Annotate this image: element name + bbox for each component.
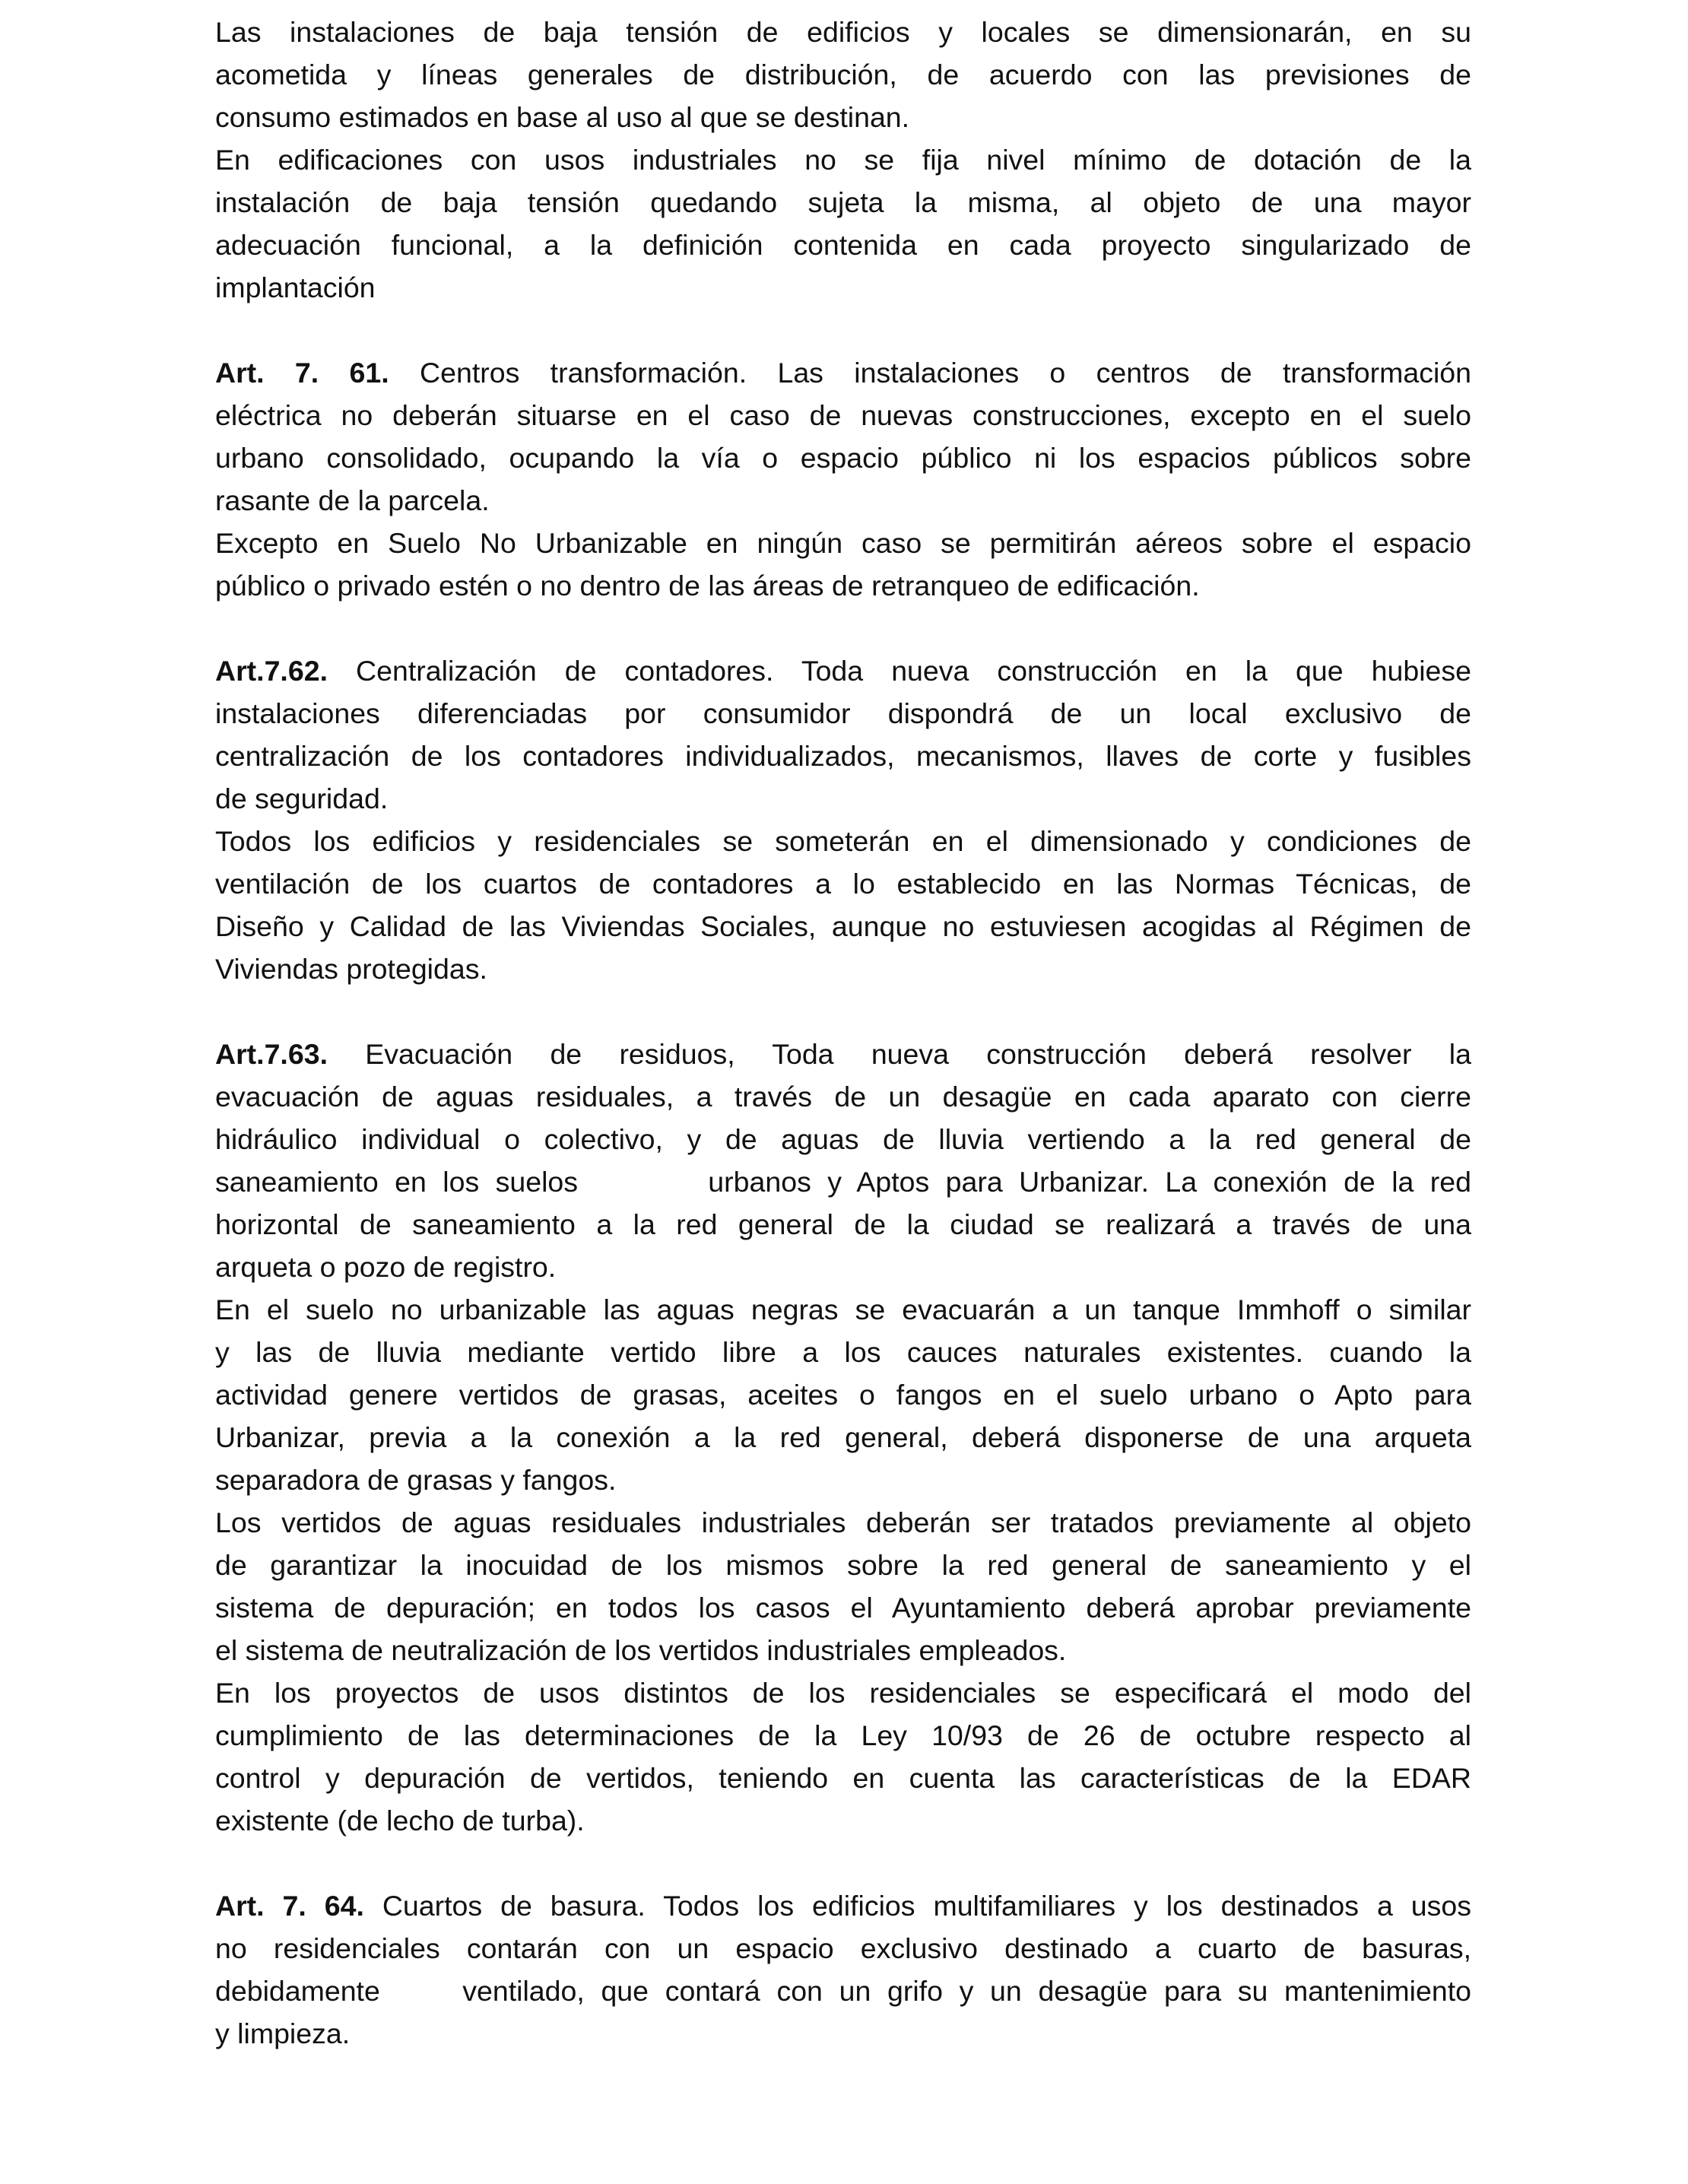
text-line — [215, 820, 1471, 862]
document-page — [215, 11, 1471, 2097]
line-text: Las instalaciones de baja tensión de edificios y locales se dimensionarán, en su — [215, 16, 1471, 48]
line-text: consumo estimados en base al uso al que se destinan. — [215, 101, 910, 133]
line-text: instalación de baja tensión quedando sujeta la misma, al objeto de una mayor — [215, 186, 1471, 218]
line-text: control y depuración de vertidos, teniendo en cuenta las características de la EDAR — [215, 1762, 1471, 1794]
text-line — [215, 522, 1471, 564]
line-text: urbano consolidado, ocupando la vía o espacio público ni los espacios públicos sobre — [215, 442, 1471, 474]
line-text: Diseño y Calidad de las Viviendas Sociales, aunque no estuviesen acogidas al Régimen de — [215, 910, 1471, 942]
text-line — [215, 1416, 1471, 1459]
text-line — [215, 181, 1471, 224]
text-line — [215, 948, 1471, 990]
intro-section — [215, 11, 1471, 309]
line-text: hidráulico individual o colectivo, y de aguas de lluvia vertiendo a la red general de — [215, 1123, 1471, 1155]
line-text: debidamente ventilado, que contará con un grifo y un desagüe para su mantenimiento — [215, 1975, 1471, 2007]
text-line — [215, 224, 1471, 266]
article-section — [215, 351, 1471, 607]
line-text: acometida y líneas generales de distribución, de acuerdo con las previsiones de — [215, 59, 1471, 90]
text-line — [215, 1118, 1471, 1160]
text-line — [215, 1160, 1471, 1203]
text-line — [215, 649, 1471, 692]
text-line — [215, 862, 1471, 905]
text-line — [215, 1246, 1471, 1288]
line-text: público o privado estén o no dentro de las áreas de retranqueo de edificación. — [215, 570, 1200, 602]
text-line — [215, 138, 1471, 181]
text-line — [215, 1459, 1471, 1501]
text-line — [215, 1970, 1471, 2012]
text-line — [215, 1884, 1471, 1927]
paragraph — [215, 138, 1471, 309]
text-line — [215, 1586, 1471, 1629]
line-text: separadora de grasas y fangos. — [215, 1464, 617, 1496]
line-text: Evacuación de residuos, Toda nueva construcción deberá resolver la — [328, 1038, 1471, 1070]
line-text: sistema de depuración; en todos los casos el Ayuntamiento deberá aprobar previamente — [215, 1592, 1471, 1624]
paragraph — [215, 351, 1471, 522]
line-text: centralización de los contadores individualizados, mecanismos, llaves de corte y fusibles — [215, 740, 1471, 772]
line-text: rasante de la parcela. — [215, 484, 490, 516]
paragraph — [215, 1884, 1471, 2055]
text-line — [215, 905, 1471, 948]
line-text: y limpieza. — [215, 2017, 351, 2049]
article-section — [215, 1033, 1471, 1842]
line-text: Cuartos de basura. Todos los edificios multifamiliares y los destinados a usos — [363, 1890, 1471, 1922]
line-text: existente (de lecho de turba). — [215, 1805, 585, 1836]
paragraph — [215, 1671, 1471, 1842]
text-line — [215, 1544, 1471, 1586]
line-text: implantación — [215, 271, 376, 303]
line-text: Urbanizar, previa a la conexión a la red general, deberá disponerse de una arqueta — [215, 1421, 1471, 1453]
line-text: Viviendas protegidas. — [215, 953, 487, 985]
text-line — [215, 351, 1471, 394]
paragraph — [215, 820, 1471, 990]
text-line — [215, 1629, 1471, 1671]
line-text: de seguridad. — [215, 782, 389, 814]
text-line — [215, 1203, 1471, 1246]
line-text: el sistema de neutralización de los vertidos industriales empleados. — [215, 1634, 1067, 1666]
line-text: eléctrica no deberán situarse en el caso de nuevas construcciones, excepto en el suelo — [215, 399, 1471, 431]
text-line — [215, 436, 1471, 479]
line-text: ventilación de los cuartos de contadores a lo establecido en las Normas Técnicas, de — [215, 868, 1471, 900]
text-line — [215, 1331, 1471, 1373]
text-line — [215, 479, 1471, 522]
article-number: Art. 7. 64. — [215, 1890, 364, 1922]
text-line — [215, 735, 1471, 777]
text-line — [215, 1714, 1471, 1757]
line-text: evacuación de aguas residuales, a través de un desagüe en cada aparato con cierre — [215, 1081, 1471, 1113]
line-text: de garantizar la inocuidad de los mismos sobre la red general de saneamiento y el — [215, 1549, 1471, 1581]
line-text: instalaciones diferenciadas por consumidor dispondrá de un local exclusivo de — [215, 697, 1471, 729]
article-number: Art.7.62. — [215, 655, 328, 687]
line-text: cumplimiento de las determinaciones de la Ley 10/93 de 26 de octubre respecto al — [215, 1719, 1471, 1751]
line-text: actividad genere vertidos de grasas, aceites o fangos en el suelo urbano o Apto para — [215, 1379, 1471, 1411]
paragraph — [215, 1033, 1471, 1288]
text-line — [215, 1373, 1471, 1416]
text-line — [215, 1501, 1471, 1544]
text-line — [215, 11, 1471, 53]
text-line — [215, 53, 1471, 96]
line-text: Centralización de contadores. Toda nueva construcción en la que hubiese — [328, 655, 1471, 687]
paragraph — [215, 1288, 1471, 1501]
line-text: y las de lluvia mediante vertido libre a los cauces naturales existentes. cuando la — [215, 1336, 1471, 1368]
line-text: En edificaciones con usos industriales no se fija nivel mínimo de dotación de la — [215, 144, 1471, 176]
text-line — [215, 564, 1471, 607]
text-line — [215, 1671, 1471, 1714]
text-line — [215, 692, 1471, 735]
article-section — [215, 1884, 1471, 2055]
article-number: Art. 7. 61. — [215, 357, 389, 389]
line-text: no residenciales contarán con un espacio exclusivo destinado a cuarto de basuras, — [215, 1932, 1471, 1964]
article-number: Art.7.63. — [215, 1038, 328, 1070]
paragraph — [215, 11, 1471, 138]
line-text: saneamiento en los suelos urbanos y Aptos para Urbanizar. La conexión de la red — [215, 1166, 1471, 1198]
text-line — [215, 777, 1471, 820]
line-text: horizontal de saneamiento a la red general de la ciudad se realizará a través de una — [215, 1208, 1471, 1240]
paragraph — [215, 1501, 1471, 1671]
line-text: arqueta o pozo de registro. — [215, 1251, 557, 1283]
line-text: Los vertidos de aguas residuales industriales deberán ser tratados previamente al objeto — [215, 1506, 1471, 1538]
paragraph — [215, 522, 1471, 607]
text-line — [215, 1799, 1471, 1842]
line-text: Todos los edificios y residenciales se someterán en el dimensionado y condiciones de — [215, 825, 1471, 857]
line-text: En los proyectos de usos distintos de los residenciales se especificará el modo del — [215, 1677, 1471, 1709]
text-line — [215, 1288, 1471, 1331]
text-line — [215, 266, 1471, 309]
line-text: Excepto en Suelo No Urbanizable en ningún caso se permitirán aéreos sobre el espacio — [215, 527, 1471, 559]
article-section — [215, 649, 1471, 990]
text-line — [215, 1757, 1471, 1799]
text-line — [215, 1927, 1471, 1970]
text-line — [215, 96, 1471, 138]
text-line — [215, 1033, 1471, 1075]
text-line — [215, 1075, 1471, 1118]
paragraph — [215, 649, 1471, 820]
line-text: Centros transformación. Las instalaciones o centros de transformación — [389, 357, 1471, 389]
line-text: adecuación funcional, a la definición contenida en cada proyecto singularizado de — [215, 229, 1471, 261]
text-line — [215, 394, 1471, 436]
line-text: En el suelo no urbanizable las aguas negras se evacuarán a un tanque Immhoff o similar — [215, 1294, 1471, 1325]
text-line — [215, 2012, 1471, 2055]
